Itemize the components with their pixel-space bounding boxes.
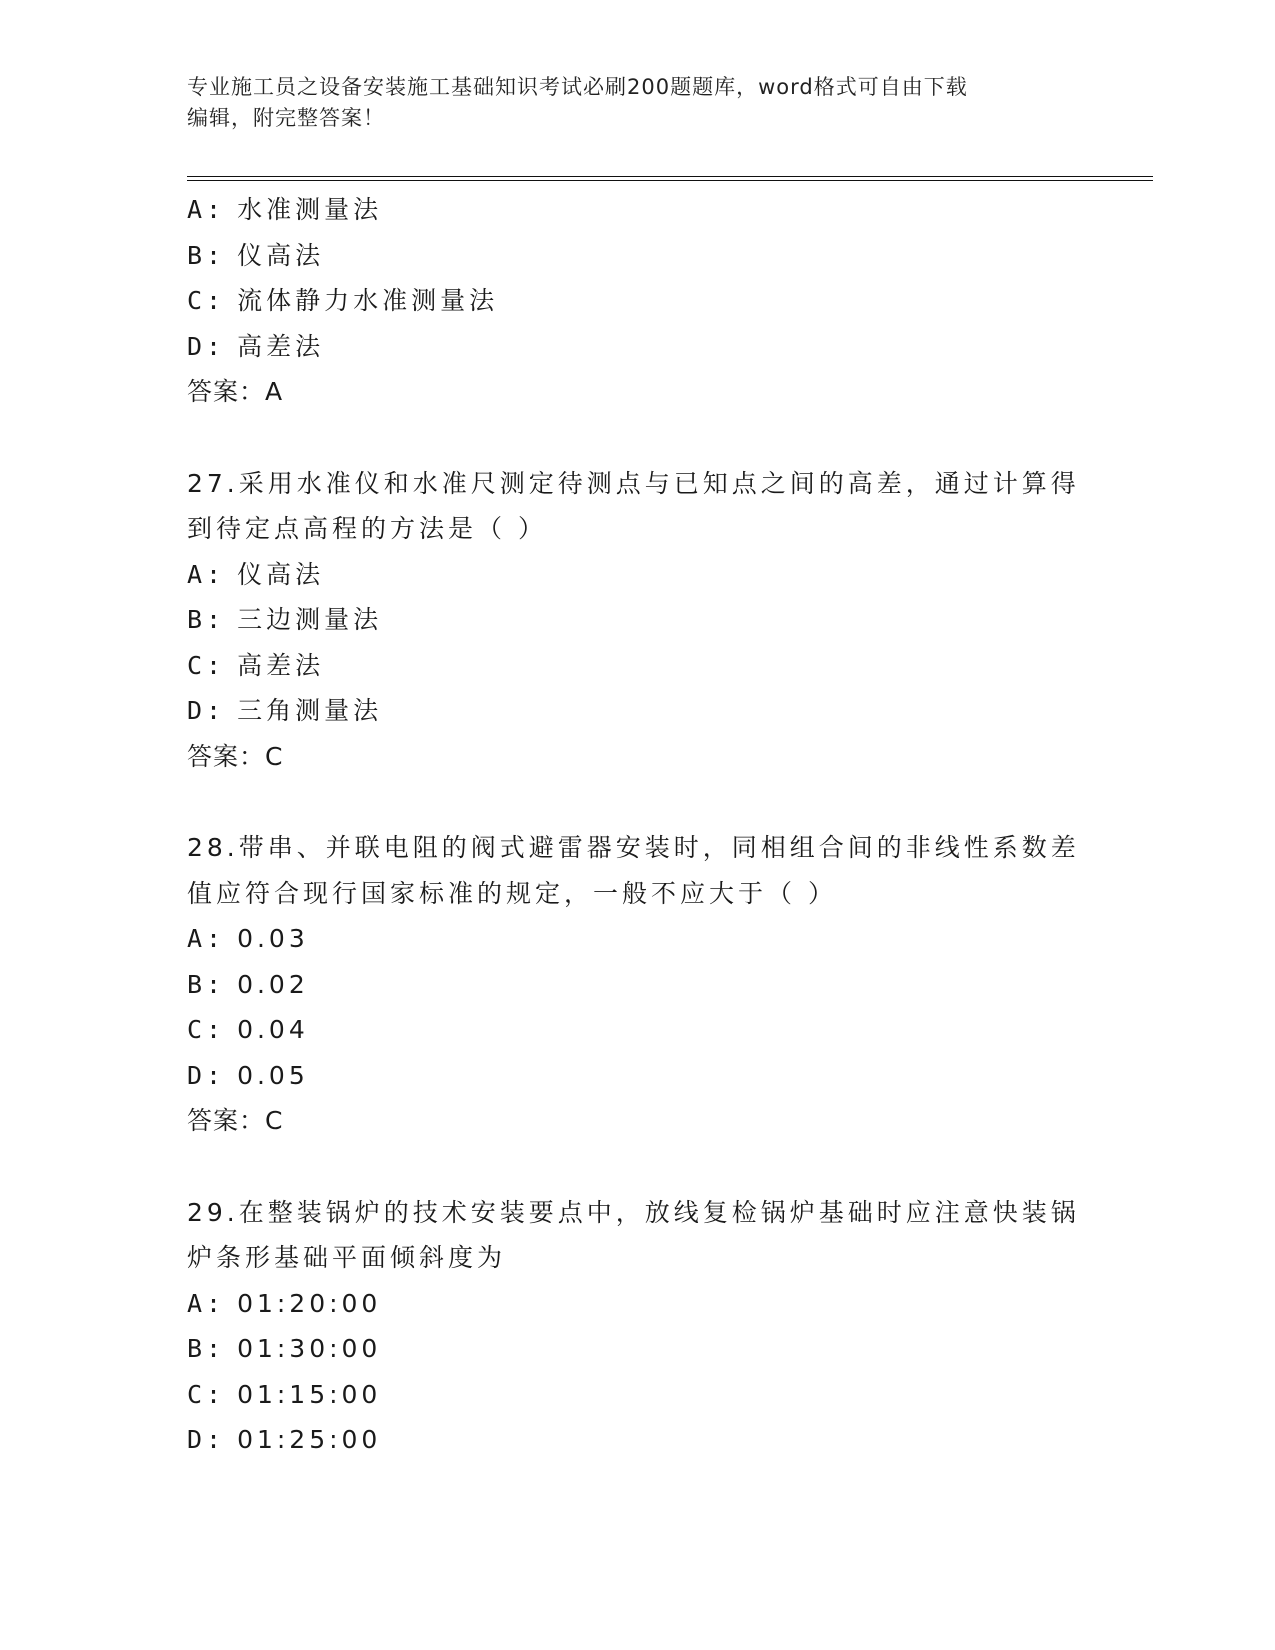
option-text: 01:30:00 [237,1334,382,1363]
option-text: 高差法 [237,650,325,680]
question-28 [187,825,1087,1144]
question-text-line-2: 值应符合现行国家标准的规定，一般不应大于（ ） [187,878,837,908]
option-b [187,1326,1087,1372]
option-c [187,1372,1087,1418]
option-a [187,916,1087,962]
option-label: D: [187,696,226,725]
option-a [187,1281,1087,1327]
option-c [187,643,1087,689]
option-d [187,1053,1087,1099]
option-label: C: [187,1015,226,1044]
option-label: B: [187,240,226,270]
option-text: 01:15:00 [237,1379,382,1409]
option-text: 高差法 [237,331,325,361]
option-d [187,1417,1087,1463]
option-label: B: [187,1334,226,1363]
option-text: 0.05 [237,1060,309,1090]
document-body [187,187,1087,1463]
option-text: 水准测量法 [237,195,383,224]
answer-line: 答案：A [187,377,284,406]
option-a [187,187,1087,233]
question-text-line-1: 29.在整装锅炉的技术安装要点中，放线复检锅炉基础时应注意快装锅 [187,1197,1080,1227]
option-d [187,324,1087,370]
question-27 [187,461,1087,780]
option-a [187,552,1087,598]
question-text [187,1190,1087,1281]
option-text: 0.02 [237,969,309,999]
option-label: D: [187,1060,226,1090]
option-c [187,1007,1087,1053]
option-d [187,688,1087,734]
document-header [187,72,1067,134]
answer-line: 答案：C [187,741,284,771]
option-text: 01:20:00 [237,1288,382,1318]
header-divider [187,176,1153,181]
option-label: A: [187,924,226,953]
option-label: D: [187,1425,226,1454]
option-text: 三边测量法 [237,605,383,634]
option-b [187,597,1087,643]
option-text: 0.03 [237,924,309,953]
option-label: D: [187,331,226,361]
header-line-1: 专业施工员之设备安装施工基础知识考试必刷200题题库，word格式可自由下载 [187,75,968,99]
option-text: 0.04 [237,1015,309,1044]
question-text [187,461,1087,552]
option-text: 流体静力水准测量法 [237,286,499,315]
option-text: 01:25:00 [237,1425,382,1454]
option-text: 三角测量法 [237,696,383,725]
question-text [187,825,1087,916]
option-label: B: [187,605,226,634]
question-29 [187,1190,1087,1463]
header-line-2: 编辑，附完整答案！ [187,106,385,130]
option-c [187,278,1087,324]
option-text: 仪高法 [237,559,325,589]
option-label: B: [187,969,226,999]
question-partial [187,187,1087,415]
option-label: A: [187,1288,226,1318]
option-label: A: [187,559,226,589]
option-text: 仪高法 [237,240,325,270]
question-text-line-2: 炉条形基础平面倾斜度为 [187,1243,507,1272]
option-label: C: [187,286,226,315]
answer-line: 答案：C [187,1106,284,1135]
option-b [187,962,1087,1008]
option-label: C: [187,650,226,680]
question-text-line-1: 28.带串、并联电阻的阀式避雷器安装时，同相组合间的非线性系数差 [187,833,1080,862]
option-b [187,233,1087,279]
question-text-line-2: 到待定点高程的方法是（ ） [187,514,547,543]
question-text-line-1: 27.采用水准仪和水准尺测定待测点与已知点之间的高差，通过计算得 [187,468,1080,498]
option-label: C: [187,1379,226,1409]
option-label: A: [187,195,226,224]
